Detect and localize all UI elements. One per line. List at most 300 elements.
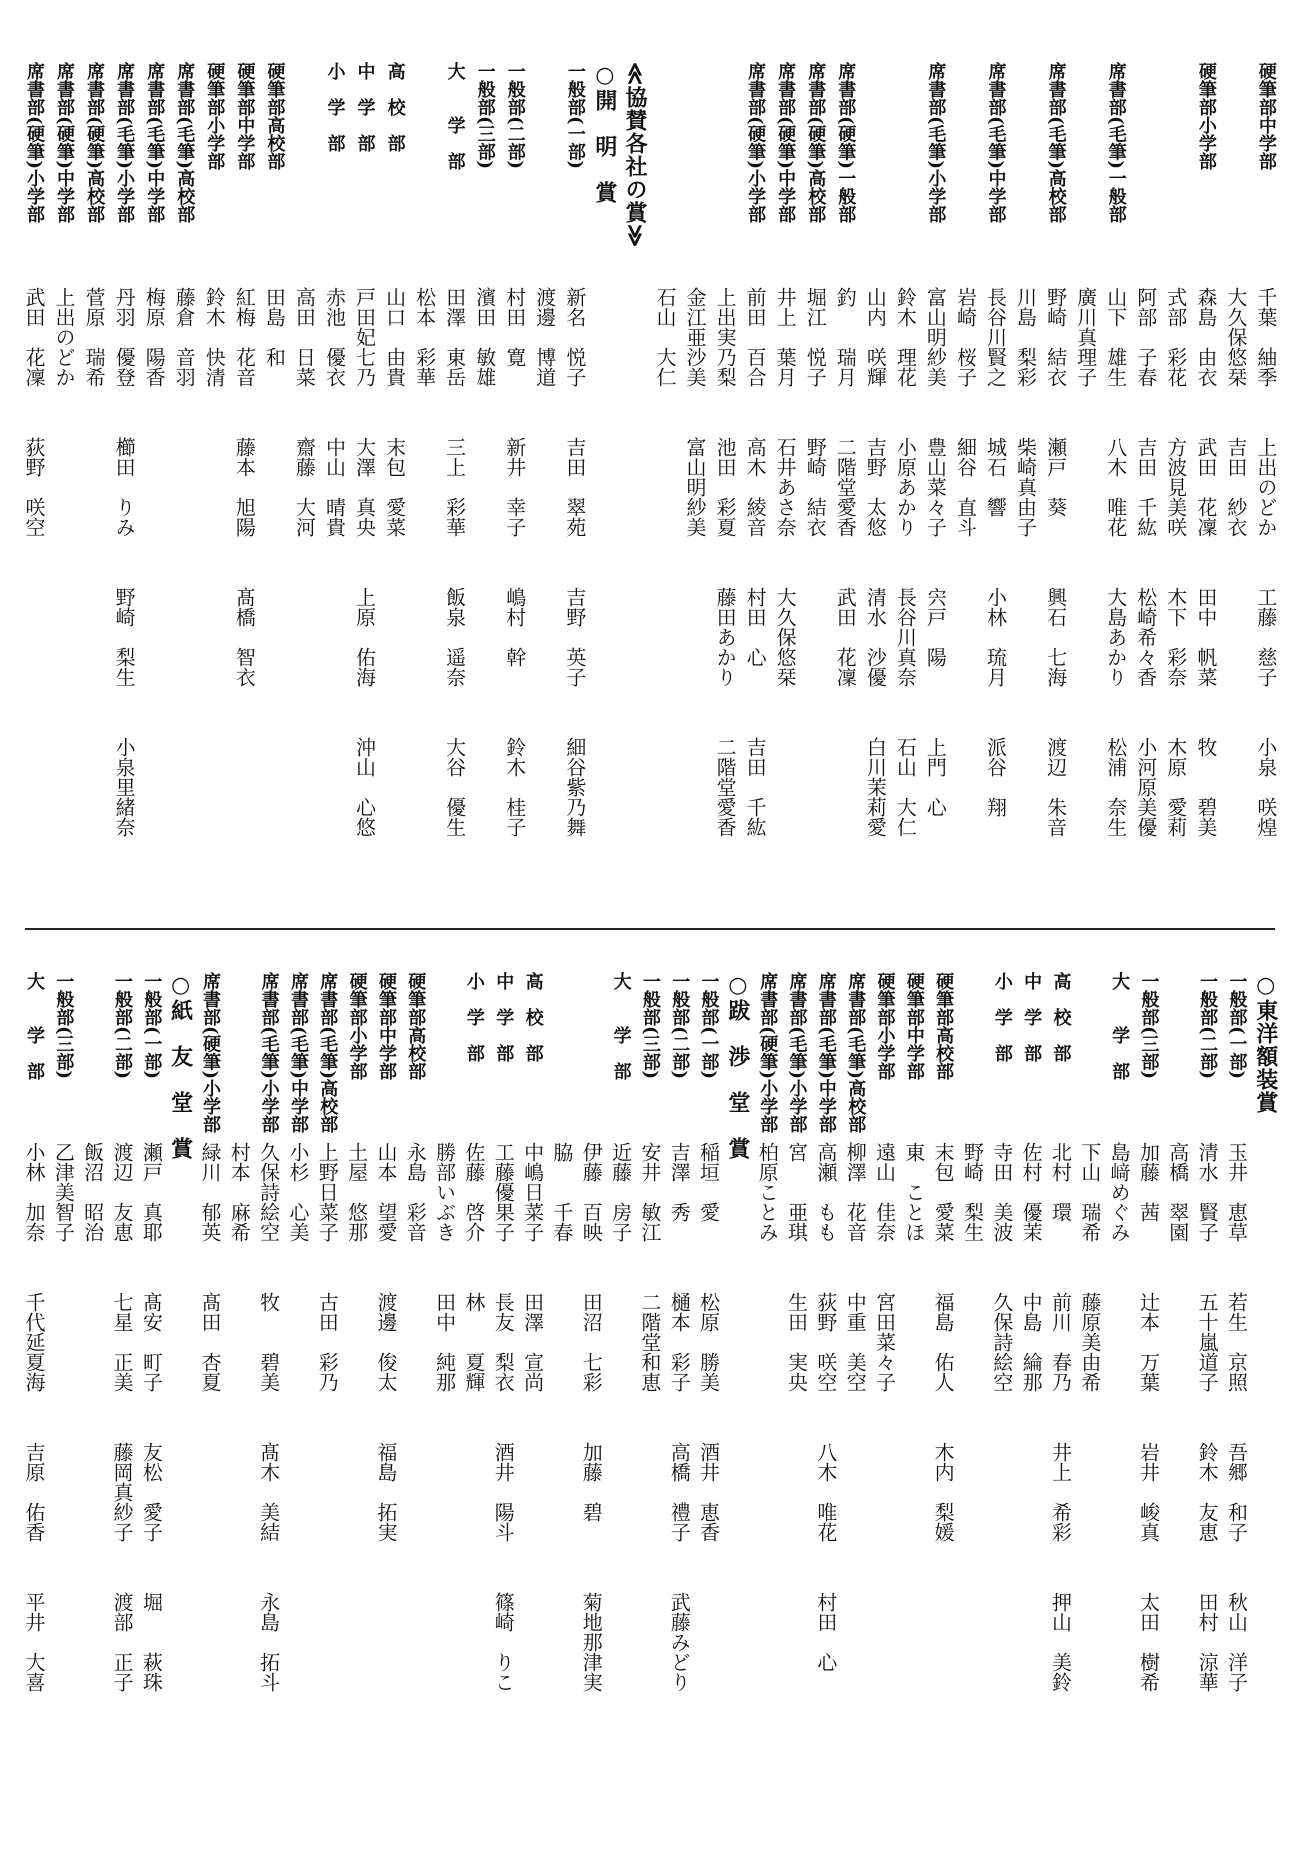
recipient-name: 工藤 慈子 <box>1253 587 1278 687</box>
award-column <box>753 972 781 1832</box>
category-label: 大 学 部 <box>610 972 632 1080</box>
category-label: 席書部(硬筆)高校部 <box>84 62 106 224</box>
recipient-name: 木原 愛莉 <box>1163 737 1188 837</box>
recipient-name: 長友 梨衣 <box>491 1292 516 1392</box>
recipient-name: 樋本 彩子 <box>667 1292 692 1392</box>
recipient-name: 松原 勝美 <box>696 1292 721 1392</box>
recipient-name: 永島 彩音 <box>403 1142 428 1242</box>
recipient-name: 中山 晴貴 <box>322 437 347 537</box>
recipient-name: 小林 加奈 <box>22 1142 46 1242</box>
bottom-section <box>0 930 1300 1861</box>
recipient-name: 田島 和 <box>262 287 287 367</box>
recipient-name: 岩崎 桜子 <box>953 287 978 387</box>
category-label: 高 校 部 <box>1050 972 1072 1062</box>
award-column <box>1164 972 1192 1832</box>
recipient-name: 菊地那津実 <box>579 1592 604 1692</box>
recipient-name: 田澤 東岳 <box>442 287 467 387</box>
award-column <box>80 62 108 892</box>
recipient-name: 野崎 結衣 <box>803 437 828 537</box>
award-column <box>1162 62 1190 892</box>
recipient-name: 工藤優果子 <box>491 1142 516 1242</box>
award-column <box>20 62 48 892</box>
recipient-name: 堀 萩珠 <box>139 1592 164 1692</box>
award-column <box>320 62 348 892</box>
recipient-name: 堀江 悦子 <box>803 287 828 387</box>
category-label: 席書部(毛筆)中学部 <box>815 972 837 1134</box>
recipient-name: 高瀬 もも <box>813 1142 838 1242</box>
recipient-name: 派谷 翔 <box>983 737 1008 817</box>
award-column <box>741 62 769 892</box>
recipient-name: 村本 麻希 <box>227 1142 252 1242</box>
recipient-name: 渡辺 朱音 <box>1043 737 1068 837</box>
recipient-name: 稲垣 愛 <box>696 1142 721 1222</box>
recipient-name: 三上 彩華 <box>442 437 467 537</box>
recipient-name: 野崎 結衣 <box>1043 287 1068 387</box>
award-heading-column <box>167 972 195 1832</box>
recipient-name: 小林 琉月 <box>983 587 1008 687</box>
recipient-name: 新名 悦子 <box>562 287 587 387</box>
recipient-name: 鈴木 快清 <box>202 287 227 387</box>
recipient-name: 長谷川賢之 <box>983 287 1008 387</box>
recipient-name: 丹羽 優登 <box>112 287 137 387</box>
recipient-name: 村田 寛 <box>502 287 527 367</box>
category-label: 席書部(硬筆)中学部 <box>775 62 797 224</box>
award-column <box>441 62 469 892</box>
recipient-name: 渡邊 俊太 <box>373 1292 398 1392</box>
recipient-name: 玉井 恵草 <box>1224 1142 1249 1242</box>
category-label: 席書部(硬筆)高校部 <box>805 62 827 224</box>
recipient-name: 山下 雄生 <box>1103 287 1128 387</box>
recipient-name: 上出実乃梨 <box>713 287 738 387</box>
recipient-name: 池田 彩夏 <box>713 437 738 537</box>
recipient-name: 田中 純那 <box>432 1292 457 1392</box>
award-column <box>411 62 439 892</box>
recipient-name: 八木 唯花 <box>1103 437 1128 537</box>
category-label: 一般部(三部) <box>474 62 496 170</box>
recipient-name: 加藤 茜 <box>1136 1142 1161 1222</box>
award-column <box>108 972 136 1832</box>
recipient-name: 山本 望愛 <box>373 1142 398 1242</box>
recipient-name: 髙橋 智衣 <box>232 587 257 687</box>
recipient-name: 井上 葉月 <box>773 287 798 387</box>
recipient-name: 宍戸 陽 <box>923 587 948 667</box>
recipient-name: 石山 大仁 <box>893 737 918 837</box>
recipient-name: 吉野 太悠 <box>863 437 888 537</box>
category-label: 席書部(硬筆)小学部 <box>757 972 779 1134</box>
award-column <box>50 62 78 892</box>
award-column <box>140 62 168 892</box>
award-heading-column <box>621 62 649 892</box>
recipient-name: 上出のどか <box>1253 437 1278 537</box>
recipient-name: 大久保悠栞 <box>773 587 798 687</box>
category-label: 一般部(三部) <box>1138 972 1160 1080</box>
recipient-name: 渡部 正子 <box>109 1592 134 1692</box>
award-column <box>771 62 799 892</box>
recipient-name: 濱田 敏雄 <box>472 287 497 387</box>
recipient-name: 柏原ことみ <box>755 1142 780 1242</box>
recipient-name: 小杉 心美 <box>285 1142 310 1242</box>
recipient-name: 上原 佑海 <box>352 587 377 687</box>
recipient-name: 松崎希々香 <box>1133 587 1158 687</box>
award-title: ≪協賛各社の賞≫ <box>621 62 648 249</box>
award-column <box>982 62 1010 892</box>
recipient-name: 林 夏輝 <box>461 1292 486 1392</box>
recipient-name: 鈴木 桂子 <box>502 737 527 837</box>
category-label: 一般部(三部) <box>639 972 661 1080</box>
category-label: 小 学 部 <box>463 972 485 1062</box>
recipient-name: 前田 百合 <box>743 287 768 387</box>
recipient-name: 近藤 房子 <box>608 1142 633 1242</box>
award-column <box>1076 972 1104 1832</box>
recipient-name: 金江亜沙美 <box>683 287 708 387</box>
recipient-name: 清水 沙優 <box>863 587 888 687</box>
recipient-name: 山口 由貴 <box>382 287 407 387</box>
category-label: 硬筆部小学部 <box>874 972 896 1080</box>
recipient-name: 下山 瑞希 <box>1077 1142 1102 1242</box>
award-column <box>313 972 341 1832</box>
award-column <box>681 62 709 892</box>
award-column <box>548 972 576 1832</box>
recipient-name: 前川 春乃 <box>1048 1292 1073 1392</box>
recipient-name: 大澤 真央 <box>352 437 377 537</box>
category-label: 席書部(毛筆)一般部 <box>1105 62 1127 224</box>
recipient-name: 寺田 美波 <box>989 1142 1014 1242</box>
bottom-award-columns <box>20 972 1280 1832</box>
recipient-name: 野崎 梨生 <box>112 587 137 687</box>
recipient-name: 吉田 千紘 <box>743 737 768 837</box>
award-column <box>381 62 409 892</box>
award-column <box>951 62 979 892</box>
recipient-name: 宮 亜琪 <box>784 1142 809 1242</box>
recipient-name: 久保詩絵空 <box>256 1142 281 1242</box>
recipient-name: 髙田 杏夏 <box>197 1292 222 1392</box>
recipient-name: 吾郷 和子 <box>1224 1442 1249 1542</box>
recipient-name: 永島 拓斗 <box>256 1592 281 1692</box>
recipient-name: 長谷川真奈 <box>893 587 918 687</box>
recipient-name: 押山 美鈴 <box>1048 1592 1073 1692</box>
recipient-name: 岩井 峻真 <box>1136 1442 1161 1542</box>
recipient-name: 中島 綸那 <box>1019 1292 1044 1392</box>
category-label: 席書部(硬筆)中学部 <box>54 62 76 224</box>
award-column <box>110 62 138 892</box>
recipient-name: 鈴木 友恵 <box>1195 1442 1220 1542</box>
category-label: 一般部(三部) <box>53 972 75 1080</box>
category-label: 一般部(二部) <box>669 972 691 1080</box>
category-label: 席書部(毛筆)高校部 <box>1045 62 1067 224</box>
category-label: 席書部(毛筆)高校部 <box>845 972 867 1134</box>
recipient-name: 藤本 旭陽 <box>232 437 257 537</box>
recipient-name: 宮田菜々子 <box>872 1292 897 1392</box>
category-label: 硬筆部高校部 <box>264 62 286 170</box>
recipient-name: 高田 日菜 <box>292 287 317 387</box>
award-column <box>801 62 829 892</box>
category-label: 硬筆部中学部 <box>375 972 397 1080</box>
award-column <box>196 972 224 1832</box>
recipient-name: 辻本 万葉 <box>1136 1292 1161 1392</box>
recipient-name: 細谷紫乃舞 <box>562 737 587 837</box>
recipient-name: 富山明紗美 <box>923 287 948 387</box>
award-column <box>929 972 957 1832</box>
award-title: ○紙 友 堂 賞 <box>167 972 194 1160</box>
category-label: 席書部(毛筆)高校部 <box>174 62 196 224</box>
recipient-name: 田沼 七彩 <box>579 1292 604 1392</box>
award-column <box>20 972 48 1832</box>
recipient-name: 千代延夏海 <box>22 1292 46 1392</box>
recipient-name: 式部 彩花 <box>1163 287 1188 387</box>
recipient-name: 飯泉 遥奈 <box>442 587 467 687</box>
recipient-name: 渡邊 博道 <box>532 287 557 387</box>
recipient-name: 木内 梨媛 <box>931 1442 956 1542</box>
recipient-name: 上野日菜子 <box>315 1142 340 1242</box>
recipient-name: 高橋 禮子 <box>667 1442 692 1542</box>
recipient-name: 山内 咲輝 <box>863 287 888 387</box>
recipient-name: 佐藤 啓介 <box>461 1142 486 1242</box>
category-label: 中 学 部 <box>1021 972 1043 1062</box>
recipient-name: 髙安 町子 <box>139 1292 164 1392</box>
award-column <box>1102 62 1130 892</box>
recipient-name: 東 ことほ <box>901 1142 926 1242</box>
award-column <box>841 972 869 1832</box>
recipient-name: 清水 賢子 <box>1195 1142 1220 1242</box>
recipient-name: 方波見美咲 <box>1163 437 1188 537</box>
category-label: 席書部(毛筆)小学部 <box>925 62 947 224</box>
award-column <box>49 972 77 1832</box>
recipient-name: 梅原 陽香 <box>142 287 167 387</box>
award-column <box>988 972 1016 1832</box>
award-column <box>1046 972 1074 1832</box>
recipient-name: 細谷 直斗 <box>953 437 978 537</box>
award-column <box>607 972 635 1832</box>
award-column <box>871 972 899 1832</box>
recipient-name: 末包 愛菜 <box>931 1142 956 1242</box>
award-heading-column <box>1252 972 1280 1832</box>
recipient-name: 酒井 恵香 <box>696 1442 721 1542</box>
recipient-name: 武藤みどり <box>667 1592 692 1692</box>
award-column <box>861 62 889 892</box>
recipient-name: 二階堂愛香 <box>713 737 738 837</box>
recipient-name: 小原あかり <box>893 437 918 537</box>
category-label: 硬筆部高校部 <box>405 972 427 1080</box>
award-column <box>137 972 165 1832</box>
recipient-name: 白川茉莉愛 <box>863 737 888 837</box>
recipient-name: 阿部 子春 <box>1133 287 1158 387</box>
recipient-name: 平井 大喜 <box>22 1592 46 1692</box>
category-label: 高 校 部 <box>384 62 406 152</box>
recipient-name: 井上 希彩 <box>1048 1442 1073 1542</box>
recipient-name: 荻野 咲空 <box>813 1292 838 1392</box>
award-column <box>471 62 499 892</box>
recipient-name: 渡辺 友恵 <box>109 1142 134 1242</box>
award-column <box>651 62 679 892</box>
recipient-name: 友松 愛子 <box>139 1442 164 1542</box>
category-label: 席書部(毛筆)中学部 <box>287 972 309 1134</box>
recipient-name: 安井 敏江 <box>637 1142 662 1242</box>
award-column <box>1222 972 1250 1832</box>
category-label: 中 学 部 <box>354 62 376 152</box>
recipient-name: 二階堂愛香 <box>833 437 858 537</box>
category-label: 硬筆部小学部 <box>1195 62 1217 170</box>
recipient-name: 富山明紗美 <box>683 437 708 537</box>
recipient-name: 千葉 紬季 <box>1253 287 1278 387</box>
award-column <box>460 972 488 1832</box>
category-label: 席書部(毛筆)小学部 <box>114 62 136 224</box>
category-label: 硬筆部高校部 <box>933 972 955 1080</box>
recipient-name: 末包 愛菜 <box>382 437 407 537</box>
recipient-name: 興石 七海 <box>1043 587 1068 687</box>
recipient-name: 小泉 咲煌 <box>1253 737 1278 837</box>
recipient-name: 久保詩絵空 <box>989 1292 1014 1392</box>
recipient-name: 高橋 翠園 <box>1165 1142 1190 1242</box>
category-label: 大 学 部 <box>24 972 45 1080</box>
recipient-name: 中重 美空 <box>843 1292 868 1392</box>
award-column <box>665 972 693 1832</box>
recipient-name: 吉田 千紘 <box>1133 437 1158 537</box>
award-title: ○開 明 賞 <box>591 62 618 204</box>
category-label: 小 学 部 <box>991 972 1013 1062</box>
recipient-name: 松本 彩華 <box>412 287 437 387</box>
recipient-name: 櫛田 りみ <box>112 437 137 537</box>
category-label: 一般部(二部) <box>111 972 133 1080</box>
award-column <box>255 972 283 1832</box>
award-column <box>1132 62 1160 892</box>
recipient-name: 田澤 宣尚 <box>520 1292 545 1392</box>
recipient-name: 村田 心 <box>813 1592 838 1672</box>
category-label: 一般部(二部) <box>1197 972 1219 1080</box>
recipient-name: 菅原 瑞希 <box>82 287 107 387</box>
award-column <box>343 972 371 1832</box>
recipient-name: 木下 彩奈 <box>1163 587 1188 687</box>
recipient-name: 小泉里緒奈 <box>112 737 137 837</box>
award-column <box>79 972 107 1832</box>
recipient-name: 脇 千春 <box>549 1142 574 1242</box>
recipient-name: 八木 唯花 <box>813 1442 838 1542</box>
award-column <box>891 62 919 892</box>
recipient-name: 土屋 悠那 <box>344 1142 369 1242</box>
award-title: ○跋 渉 堂 賞 <box>724 972 751 1160</box>
award-column <box>1042 62 1070 892</box>
recipient-name: 藤原美由希 <box>1077 1292 1102 1392</box>
award-column <box>783 972 811 1832</box>
category-label: 硬筆部小学部 <box>204 62 226 170</box>
award-column <box>519 972 547 1832</box>
recipient-name: 高木 綾音 <box>743 437 768 537</box>
recipient-name: 村田 心 <box>743 587 768 667</box>
recipient-name: 大谷 優生 <box>442 737 467 837</box>
award-column <box>1192 62 1220 892</box>
award-column <box>230 62 258 892</box>
recipient-name: 吉澤 秀 <box>667 1142 692 1222</box>
recipient-name: 島﨑めぐみ <box>1107 1142 1132 1242</box>
recipient-name: 牧 碧美 <box>1193 737 1218 837</box>
category-label: 大 学 部 <box>444 62 466 170</box>
recipient-name: 乙津美智子 <box>51 1142 76 1242</box>
award-column <box>1072 62 1100 892</box>
category-label: 席書部(硬筆)小学部 <box>24 62 45 224</box>
recipient-name: 戸田妃七乃 <box>352 287 377 387</box>
recipient-name: 藤岡真紗子 <box>109 1442 134 1542</box>
recipient-name: 嶋村 幹 <box>502 587 527 667</box>
recipient-name: 柳澤 花音 <box>843 1142 868 1242</box>
recipient-name: 柴崎真由子 <box>1013 437 1038 537</box>
recipient-name: 五十嵐道子 <box>1195 1292 1220 1392</box>
category-label: 一般部(一部) <box>141 972 163 1080</box>
category-label: 席書部(硬筆)小学部 <box>199 972 221 1134</box>
award-column <box>959 972 987 1832</box>
recipient-name: 吉原 佑香 <box>22 1442 46 1542</box>
category-label: 席書部(硬筆)一般部 <box>835 62 857 224</box>
recipient-name: 田中 帆菜 <box>1193 587 1218 687</box>
award-column <box>200 62 228 892</box>
award-column <box>260 62 288 892</box>
recipient-name: 勝部いぶき <box>432 1142 457 1242</box>
recipient-name: 酒井 陽斗 <box>491 1442 516 1542</box>
category-label: 一般部(二部) <box>504 62 526 170</box>
award-column <box>812 972 840 1832</box>
recipient-name: 二階堂和恵 <box>637 1292 662 1392</box>
recipient-name: 加藤 碧 <box>579 1442 604 1522</box>
award-column <box>1193 972 1221 1832</box>
category-label: 硬筆部中学部 <box>1255 62 1277 170</box>
recipient-name: 紅梅 花音 <box>232 287 257 387</box>
award-column <box>921 62 949 892</box>
recipient-name: 小河原美優 <box>1133 737 1158 837</box>
recipient-name: 伊藤 百映 <box>579 1142 604 1242</box>
award-column <box>351 62 379 892</box>
recipient-name: 野崎 梨生 <box>960 1142 985 1242</box>
category-label: 一般部(一部) <box>564 62 586 170</box>
category-label: 一般部(一部) <box>1226 972 1248 1080</box>
category-label: 一般部(一部) <box>698 972 720 1080</box>
recipient-name: 中嶋日菜子 <box>520 1142 545 1242</box>
recipient-name: 赤池 優衣 <box>322 287 347 387</box>
top-award-columns <box>20 62 1280 892</box>
recipient-name: 森島 由衣 <box>1193 287 1218 387</box>
category-label: 硬筆部中学部 <box>903 972 925 1080</box>
recipient-name: 瀬戸 葵 <box>1043 437 1068 517</box>
recipient-name: 太田 樹希 <box>1136 1592 1161 1692</box>
recipient-name: 藤田あかり <box>713 587 738 687</box>
recipient-name: 新井 幸子 <box>502 437 527 537</box>
recipient-name: 篠崎 りこ <box>491 1592 516 1692</box>
award-column <box>225 972 253 1832</box>
recipient-name: 牧 碧美 <box>256 1292 281 1392</box>
recipient-name: 武田 花凜 <box>1193 437 1218 537</box>
category-label: 席書部(毛筆)中学部 <box>144 62 166 224</box>
award-column <box>372 972 400 1832</box>
category-label: 席書部(毛筆)高校部 <box>317 972 339 1134</box>
recipient-name: 上門 心 <box>923 737 948 817</box>
award-column <box>170 62 198 892</box>
recipient-name: 佐村 優茉 <box>1019 1142 1044 1242</box>
recipient-name: 城石 響 <box>983 437 1008 517</box>
recipient-name: 若生 京照 <box>1224 1292 1249 1392</box>
award-column <box>489 972 517 1832</box>
recipient-name: 秋山 洋子 <box>1224 1592 1249 1692</box>
recipient-name: 藤倉 音羽 <box>172 287 197 387</box>
award-column <box>1105 972 1133 1832</box>
award-heading-column <box>591 62 619 892</box>
award-column <box>831 62 859 892</box>
recipient-name: 豊山菜々子 <box>923 437 948 537</box>
award-column <box>431 972 459 1832</box>
recipient-name: 廣川真理子 <box>1073 287 1098 387</box>
award-column <box>695 972 723 1832</box>
category-label: 席書部(毛筆)小学部 <box>258 972 280 1134</box>
category-label: 大 学 部 <box>1109 972 1131 1080</box>
award-column <box>577 972 605 1832</box>
award-column <box>1222 62 1250 892</box>
award-column <box>711 62 739 892</box>
